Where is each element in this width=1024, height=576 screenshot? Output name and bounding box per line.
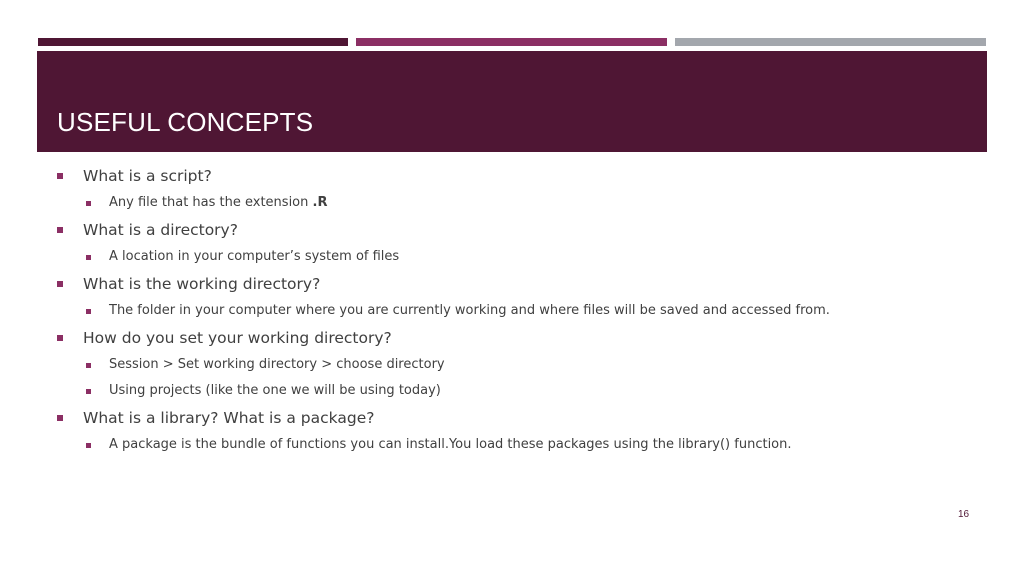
square-bullet-icon [57,415,63,421]
list-item [56,432,956,458]
list-item [56,270,956,298]
bullet-text: A location in your computer’s system of files [109,249,400,264]
square-bullet-icon [57,227,63,233]
bullet-text: The folder in your computer where you are currently working and where files will be saved and accessed from. [109,303,830,318]
bullet-text: What is a script? [83,167,212,185]
slide-title: USEFUL CONCEPTS [57,107,314,137]
list-item [56,162,956,190]
list-item [56,190,956,216]
list-item [56,352,956,378]
bullet-text: What is the working directory? [83,275,321,293]
bullet-text: Any file that has the extension [109,195,313,210]
square-bullet-icon [57,173,63,179]
list-item [56,324,956,352]
file-extension: .R [312,195,328,210]
page-number: 16 [958,509,970,520]
square-bullet-icon [86,309,91,314]
list-item [56,216,956,244]
bullet-text: What is a directory? [83,221,238,239]
bullet-text: Session > Set working directory > choose directory [109,357,445,372]
bullet-text: A package is the bundle of functions you can install.You load these packages using the library() function. [109,437,792,452]
title-band [37,51,987,152]
square-bullet-icon [57,335,63,341]
bullet-text: Using projects (like the one we will be using today) [109,383,441,398]
square-bullet-icon [86,363,91,368]
list-item [56,378,956,404]
square-bullet-icon [86,389,91,394]
square-bullet-icon [86,443,91,448]
square-bullet-icon [86,255,91,260]
accent-stripe-magenta [356,38,667,46]
bullet-list [56,162,956,458]
square-bullet-icon [57,281,63,287]
accent-stripe-dark [38,38,348,46]
accent-stripe-gray [675,38,986,46]
list-item [56,298,956,324]
list-item [56,244,956,270]
bullet-text: How do you set your working directory? [83,329,392,347]
list-item [56,404,956,432]
square-bullet-icon [86,201,91,206]
bullet-text: What is a library? What is a package? [83,409,375,427]
